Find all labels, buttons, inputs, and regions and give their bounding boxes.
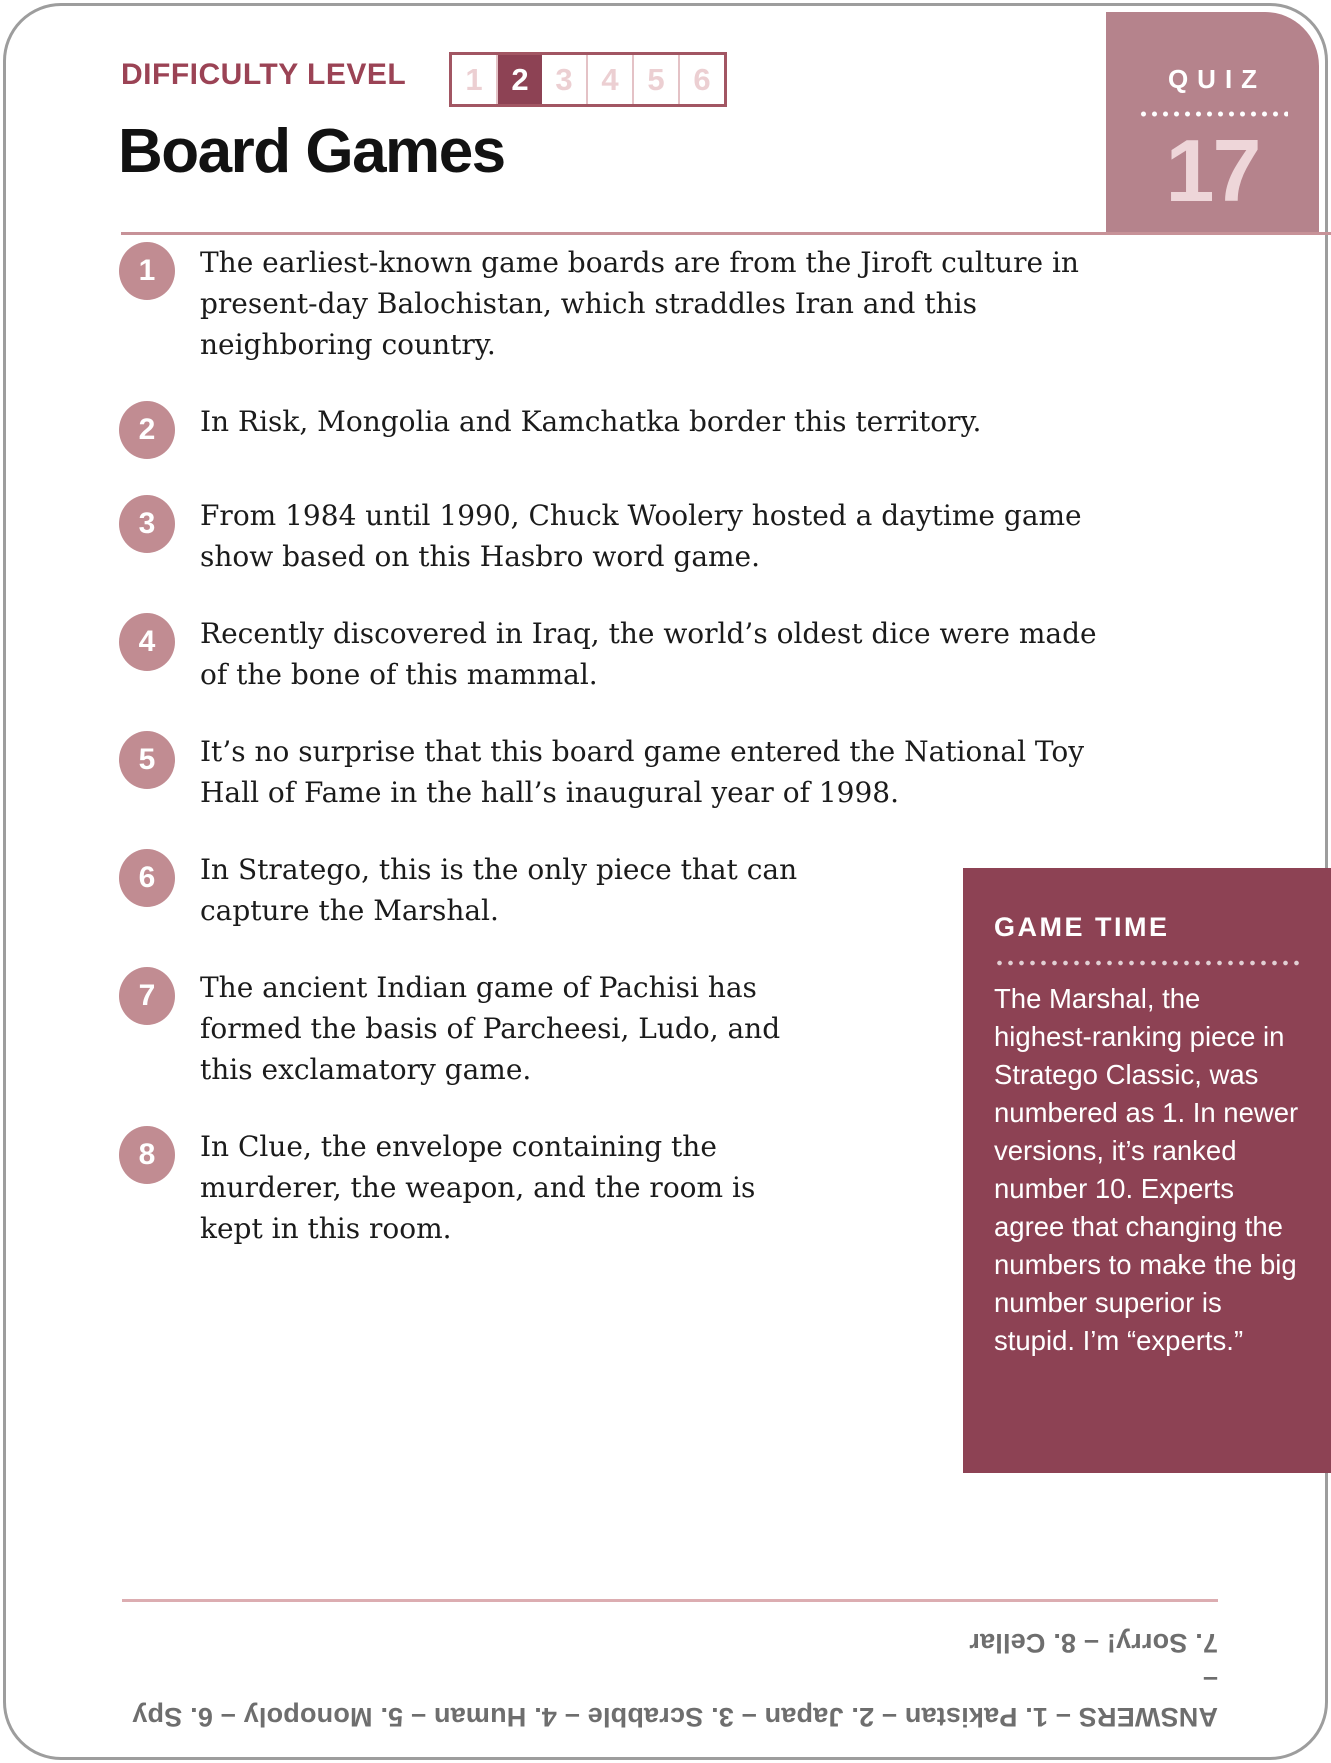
question-number-badge: 3 (119, 495, 175, 553)
question-5 (119, 731, 1129, 813)
question-number-badge: 2 (119, 401, 175, 459)
question-3 (119, 495, 1129, 577)
question-text: In Risk, Mongolia and Kamchatka border this territory. (200, 405, 982, 438)
question-number-badge: 7 (119, 967, 175, 1025)
difficulty-cell-6: 6 (680, 55, 724, 104)
quiz-number-tab (1106, 12, 1319, 235)
question-4 (119, 613, 1129, 695)
answers-divider (122, 1599, 1218, 1602)
difficulty-cell-5: 5 (634, 55, 680, 104)
quiz-number: 17 (1165, 121, 1260, 220)
question-text: From 1984 until 1990, Chuck Woolery hosted a daytime game show based on this Hasbro word game. (200, 499, 1082, 573)
question-text: The earliest-known game boards are from the Jiroft culture in present-day Balochistan, which straddles Iran and this neighboring country. (200, 246, 1079, 361)
answers-line-1: ANSWERS – 1. Pakistan – 2. Japan – 3. Scrabble – 4. Human – 5. Monopoly – 6. Spy – (132, 1665, 1218, 1732)
game-time-sidebar (963, 868, 1331, 1473)
answers-line-2: 7. Sorry! – 8. Cellar (969, 1628, 1218, 1658)
question-number-badge: 5 (119, 731, 175, 789)
question-text: Recently discovered in Iraq, the world’s oldest dice were made of the bone of this mammal. (200, 617, 1097, 691)
page-title: Board Games (118, 117, 505, 186)
question-text: It’s no surprise that this board game entered the National Toy Hall of Fame in the hall’s inaugural year of 1998. (200, 735, 1085, 809)
difficulty-cell-4: 4 (588, 55, 634, 104)
question-number-badge: 8 (119, 1126, 175, 1184)
difficulty-cell-3: 3 (542, 55, 588, 104)
quiz-label: QUIZ (1167, 64, 1267, 94)
question-number-badge: 1 (119, 242, 175, 300)
difficulty-level-label: DIFFICULTY LEVEL (121, 58, 407, 91)
game-time-body: The Marshal, the highest-ranking piece in Stratego Classic, was numbered as 1. In newer versions, it’s ranked number 10. Experts agree that changing the numbers to make the big number superior is stupid. I’m “experts.” (994, 983, 1299, 1356)
dotted-divider-icon (1138, 111, 1288, 117)
question-text: In Clue, the envelope containing the murderer, the weapon, and the room is kept in this room. (200, 1130, 756, 1245)
difficulty-cell-1: 1 (452, 55, 498, 104)
difficulty-level-strip (449, 52, 727, 107)
question-1 (119, 242, 1129, 365)
game-time-heading: GAME TIME (994, 912, 1170, 942)
title-divider (121, 232, 1331, 235)
page-card-border (3, 3, 1328, 1760)
answers-upside-down (121, 1624, 1218, 1735)
question-number-badge: 4 (119, 613, 175, 671)
question-text: The ancient Indian game of Pachisi has formed the basis of Parcheesi, Ludo, and this exclamatory game. (200, 971, 781, 1086)
dotted-divider-icon (994, 960, 1300, 966)
question-2 (119, 401, 1129, 459)
question-text: In Stratego, this is the only piece that can capture the Marshal. (200, 853, 798, 927)
question-number-badge: 6 (119, 849, 175, 907)
difficulty-cell-2-selected: 2 (498, 55, 542, 104)
